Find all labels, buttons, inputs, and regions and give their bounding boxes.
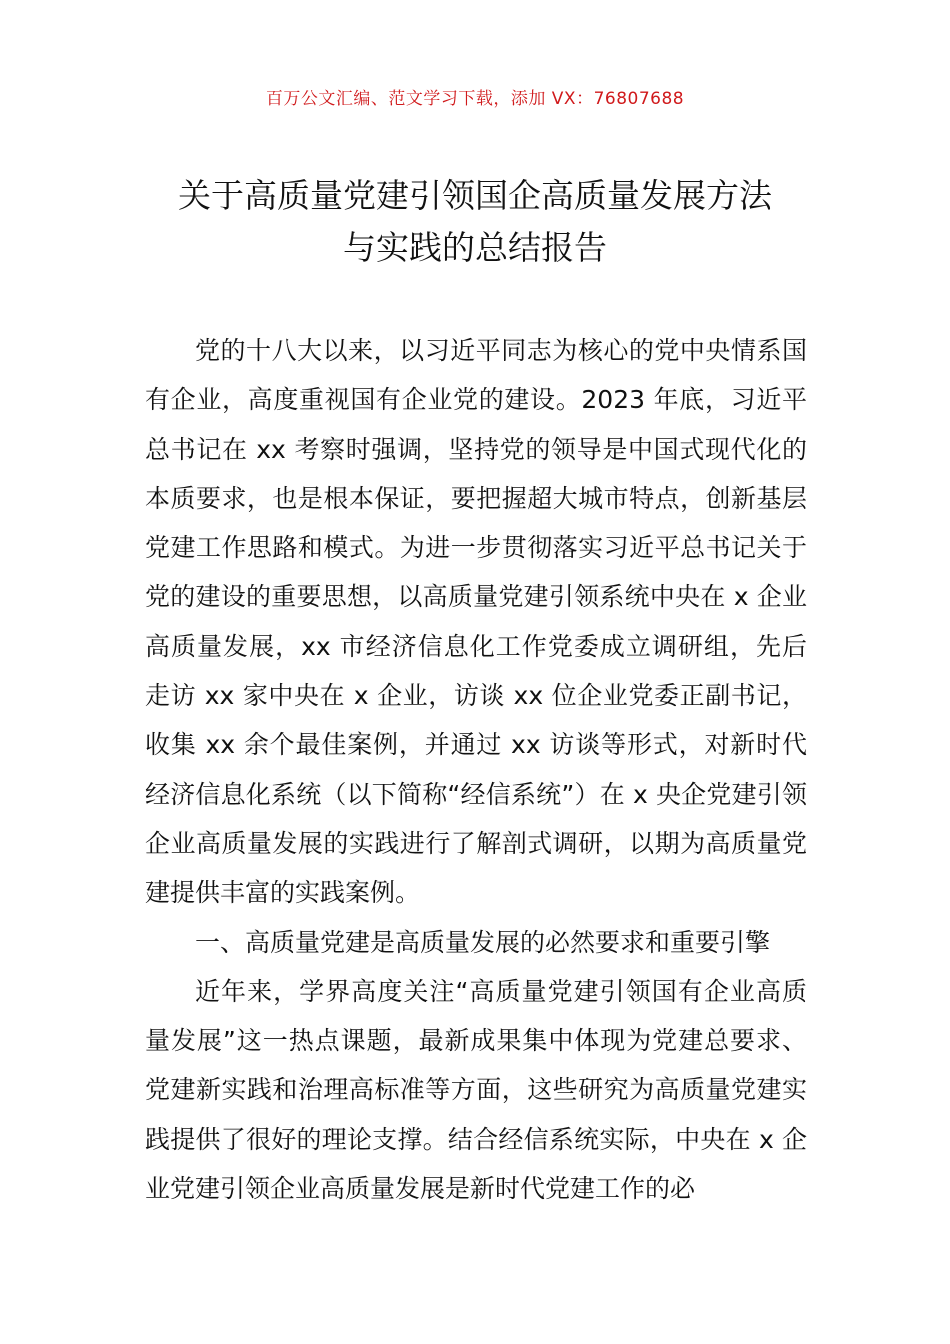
section-1-paragraph: 近年来，学界高度关注“高质量党建引领国有企业高质量发展”这一热点课题，最新成果集中体现为党建总要求、党建新实践和治理高标准等方面，这些研究为高质量党建实践提供了很好的理论支撑。结合经信系统实际，中央在 x 企业党建引领企业高质量发展是新时代党建工作的必 bbox=[145, 976, 807, 1204]
document-body bbox=[145, 326, 807, 1213]
section-heading-1: 一、高质量党建是高质量发展的必然要求和重要引擎 bbox=[195, 927, 771, 957]
title-line-1: 关于高质量党建引领国企高质量发展方法 bbox=[178, 176, 772, 215]
title-line-2: 与实践的总结报告 bbox=[343, 228, 607, 267]
header-download-note: 百万公文汇编、范文学习下载，添加 VX：76807688 bbox=[265, 89, 685, 109]
intro-paragraph: 党的十八大以来，以习近平同志为核心的党中央情系国有企业，高度重视国有企业党的建设。2023 年底，习近平总书记在 xx 考察时强调，坚持党的领导是中国式现代化的本质要求，也是根本保证，要把握超大城市特点，创新基层党建工作思路和模式。为进一步贯彻落实习近平总书记关于党的建设的重要思想，以高质量党建引领系统中央在 x 企业高质量发展，xx 市经济信息化工作党委成立调研组，先后走访 xx 家中央在 x 企业，访谈 xx 位企业党委正副书记，收集 xx 余个最佳案例，并通过 xx 访谈等形式，对新时代经济信息化系统（以下简称“经信系统”）在 x 央企党建引领企业高质量发展的实践进行了解剖式调研，以期为高质量党建提供丰富的实践案例。 bbox=[145, 336, 807, 908]
document-title bbox=[120, 170, 830, 274]
